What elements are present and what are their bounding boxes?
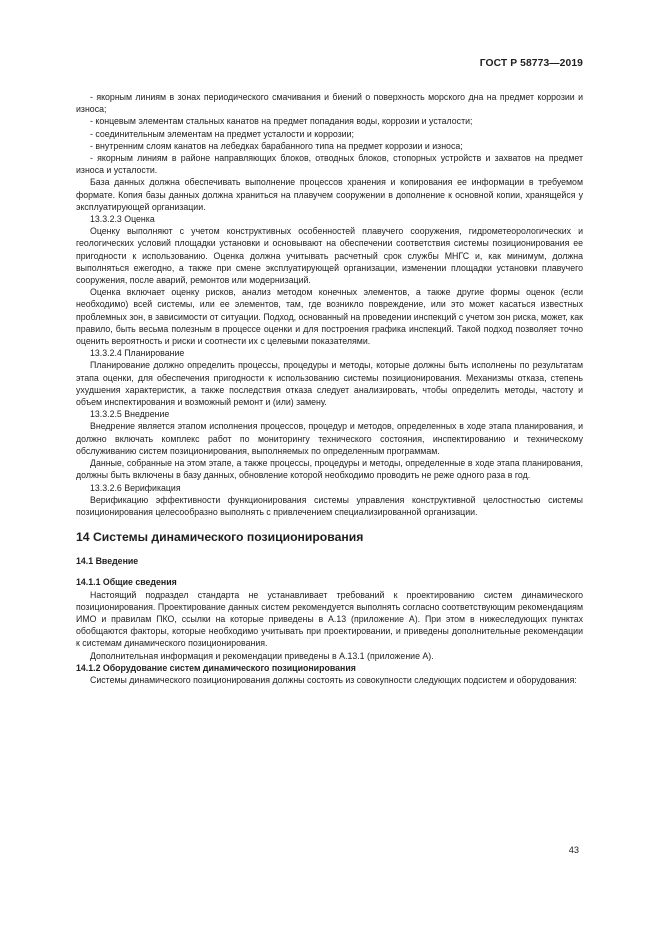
list-item: - соединительным элементам на предмет усталости и коррозии; (90, 128, 354, 139)
paragraph: Внедрение является этапом исполнения процессов, процедур и методов, определенных в ходе этапа планирования, и должно включать комплекс работ по мониторингу технического состояния, инспектированию и техническому обслуживанию систем позиционирования, выполняемых по определенным программам. (76, 421, 583, 456)
subsection-title: 13.3.2.4 Планирование (90, 348, 185, 359)
paragraph: Оценка включает оценку рисков, анализ методом конечных элементов, а также другие формы оценок (если необходимо) всей системы, или ее элементов, там, где возникло повреждение, или это может касаться известных проблемных зон, в зависимости от ситуации. Подход, основанный на проведении инспекций с учетом зон риска, может, как правило, быть весьма полезным в процессе оценки и для построения графика инспекций. Такой подход позволяет точно оценить вероятность и риски и соотнести их с целевыми показателями. (76, 287, 583, 347)
paragraph: Верификацию эффективности функционирования системы управления конструктивной целостностью системы позиционирования целесообразно выполнять с привлечением специализированной организации. (76, 494, 583, 517)
list-item: - якорным линиям в районе направляющих блоков, отводных блоков, стопорных устройств и захватов на предмет износа и усталости. (76, 153, 583, 176)
section-heading: 14 Системы динамического позиционирования (76, 530, 364, 545)
paragraph: Системы динамического позиционирования должны состоять из совокупности следующих подсистем и оборудования: (90, 674, 577, 685)
paragraph: Планирование должно определить процессы, процедуры и методы, которые должны быть исполнены по результатам этапа оценки, для обеспечения пригодности к использованию системы позиционирования. Механизмы отказа, степень ухудшения характеристик, а также последствия отказа следует анализировать, чтобы определить методы, частоту и объем инспектирования и возможный ремонт и (или) замену. (76, 360, 583, 408)
list-item: - внутренним слоям канатов на лебедках барабанного типа на предмет коррозии и износа; (90, 140, 463, 151)
paragraph: База данных должна обеспечивать выполнение процессов хранения и копирования ее информации в требуемом формате. Копия базы данных должна храниться на плавучем сооружении в дополнение к основной копии, хранящейся у эксплуатирующей организации. (76, 177, 583, 212)
list-item: - концевым элементам стальных канатов на предмет попадания воды, коррозии и усталости; (90, 116, 473, 127)
document-body (76, 91, 583, 686)
paragraph: Данные, собранные на этом этапе, а также процессы, процедуры и методы, определенные в ходе этапа планирования, должны быть включены в базу данных, обновление которой необходимо проводить не реже одного раза в год. (76, 458, 583, 481)
paragraph: Оценку выполняют с учетом конструктивных особенностей плавучего сооружения, гидрометеорологических и геологических условий площадки установки и основывают на обеспечении соответствия системы позиционирования ее пригодности к использованию. Оценка должна учитывать расчетный срок службы МНГС и, как минимум, должна выполняться ежегодно, а также при смене эксплуатирующей организации, изменении площадки установки плавучего сооружения, после аварий, ремонтов или модернизаций. (76, 226, 583, 286)
subsection-heading: 14.1 Введение (76, 556, 139, 567)
clause-heading: 14.1.1 Общие сведения (76, 577, 177, 588)
subsection-title: 13.3.2.5 Внедрение (90, 409, 170, 420)
paragraph: - якорным линиям в зонах периодического смачивания и биений о поверхность морского дна на предмет коррозии и износа; (76, 92, 583, 115)
subsection-title: 13.3.2.3 Оценка (90, 214, 155, 225)
page-number: 43 (568, 845, 579, 855)
paragraph: Дополнительная информация и рекомендации приведены в А.13.1 (приложение А). (90, 650, 434, 661)
subsection-title: 13.3.2.6 Верификация (90, 482, 181, 493)
document-header: ГОСТ Р 58773—2019 (479, 58, 583, 69)
clause-heading: 14.1.2 Оборудование систем динамического позиционирования (76, 662, 356, 673)
paragraph: Настоящий подраздел стандарта не устанавливает требований к проектированию систем динамического позиционирования. Проектирование данных систем рекомендуется выполнять согласно соответствующим рекомендациям ИМО и правилам ПКО, ссылки на которые приведены в А.13 (приложение А). При этом в нижеследующих пунктах обобщаются факторы, которые необходимо учитывать при проектировании, и приведены дополнительные рекомендации к системам динамического позиционирования. (76, 589, 583, 649)
